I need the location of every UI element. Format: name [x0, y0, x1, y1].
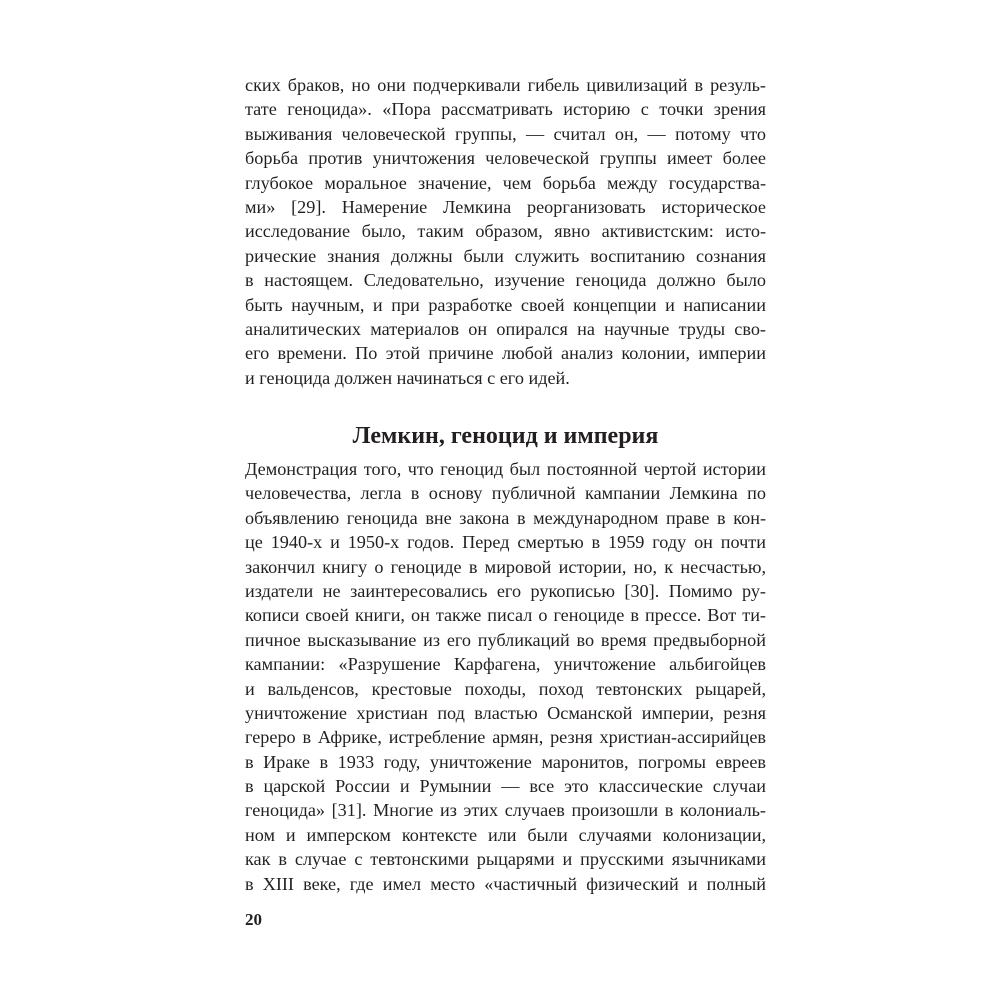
text-line: издатели не заинтересовались его рукописью [30]. Помимо ру-	[245, 580, 766, 601]
text-line: геноцида» [31]. Многие из этих случаев произошли в колониаль-	[245, 800, 766, 821]
text-line: пичное высказывание из его публикаций во время предвыборной	[245, 629, 766, 650]
text-line: выживания человеческой группы, — считал он, — потому что	[245, 123, 766, 144]
text-line: ном и имперском контексте или были случаями колонизации,	[245, 824, 766, 845]
text-line: в XIII веке, где имел место «частичный физический и полный	[245, 873, 766, 894]
text-line: ми» [29]. Намерение Лемкина реорганизовать историческое	[245, 196, 766, 217]
text-line: уничтожение христиан под властью Османской империи, резня	[245, 702, 766, 723]
text-line: в царской России и Румынии — все это классические случаи	[245, 776, 766, 797]
text-line: гереро в Африке, истребление армян, резня христиан-ассирийцев	[245, 727, 766, 748]
text-line: и геноцида должен начинаться с его идей.	[245, 367, 570, 388]
text-line: кописи своей книги, он также писал о геноциде в прессе. Вот ти-	[245, 605, 766, 626]
text-line: объявлению геноцида вне закона в международном праве в кон-	[245, 507, 766, 528]
page-number: 20	[245, 910, 262, 929]
paragraph-intro	[245, 73, 766, 390]
text-line: исследование было, таким образом, явно активистским: исто-	[245, 221, 766, 242]
section-heading: Лемкин, геноцид и империя	[352, 423, 659, 449]
text-line: рические знания должны были служить воспитанию сознания	[245, 245, 766, 266]
text-line: как в случае с тевтонскими рыцарями и прусскими язычниками	[245, 849, 766, 870]
text-line: быть научным, и при разработке своей концепции и написании	[245, 294, 766, 315]
text-line: и вальденсов, крестовые походы, поход тевтонских рыцарей,	[245, 678, 766, 699]
text-line: тате геноцида». «Пора рассматривать историю с точки зрения	[245, 99, 766, 120]
text-line: в Ираке в 1933 году, уничтожение маронитов, погромы евреев	[245, 751, 766, 772]
text-line: кампании: «Разрушение Карфагена, уничтожение альбигойцев	[245, 654, 766, 675]
text-line: его времени. По этой причине любой анализ колонии, империи	[245, 343, 766, 364]
text-line: Демонстрация того, что геноцид был постоянной чертой истории	[245, 459, 766, 479]
text-line: глубокое моральное значение, чем борьба между государства-	[245, 172, 766, 193]
text-line: аналитических материалов он опирался на научные труды сво-	[245, 318, 766, 339]
text-line: в настоящем. Следовательно, изучение геноцида должно было	[245, 270, 766, 291]
text-line: це 1940-х и 1950-х годов. Перед смертью в 1959 году он почти	[245, 532, 766, 553]
text-line: закончил книгу о геноциде в мировой истории, но, к несчастью,	[245, 556, 766, 577]
text-line: борьба против уничтожения человеческой группы имеет более	[245, 148, 766, 169]
paragraph-lemkin	[245, 457, 766, 896]
text-line: ских браков, но они подчеркивали гибель цивилизаций в резуль-	[245, 75, 766, 95]
text-line: человечества, легла в основу публичной кампании Лемкина по	[245, 483, 766, 504]
